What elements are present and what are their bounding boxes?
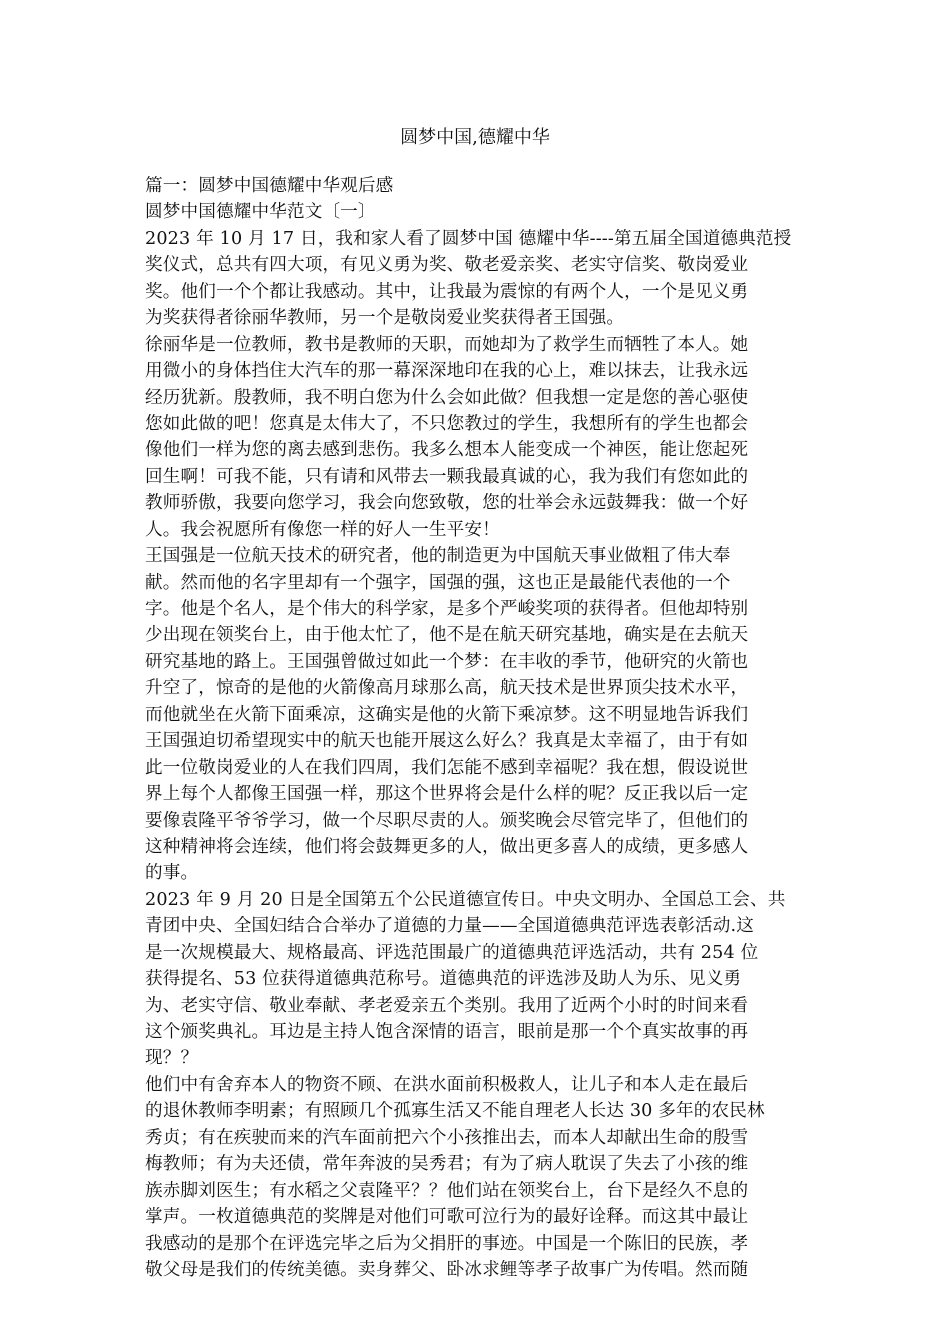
text-line: 界上每个人都像王国强一样，那这个世界将会是什么样的呢？反正我以后一定 — [145, 784, 749, 805]
text-line: 为、老实守信、敬业奉献、孝老爱亲五个类别。我用了近两个小时的时间来看 — [145, 995, 749, 1016]
text-line: 用微小的身体挡住大汽车的那一幕深深地印在我的心上，难以抹去，让我永远 — [145, 361, 749, 382]
text-line: 徐丽华是一位教师，教书是教师的天职，而她却为了救学生而牺牲了本人。她 — [145, 334, 749, 355]
text-line: 要像袁隆平爷爷学习，做一个尽职尽责的人。颁奖晚会尽管完毕了，但他们的 — [145, 810, 749, 831]
text-line: 敬父母是我们的传统美德。卖身葬父、卧冰求鲤等孝子故事广为传唱。然而随 — [145, 1259, 749, 1280]
text-line: 经历犹新。殷教师，我不明白您为什么会如此做？但我想一定是您的善心驱使 — [145, 387, 749, 408]
text-line: 而他就坐在火箭下面乘凉，这确实是他的火箭下乘凉梦。这不明显地告诉我们 — [145, 704, 749, 725]
text-line: 升空了，惊奇的是他的火箭像高月球那么高，航天技术是世界顶尖技术水平， — [145, 678, 749, 699]
text-line: 他们中有舍弃本人的物资不顾、在洪水面前积极救人，让儿子和本人走在最后 — [145, 1074, 749, 1095]
text-line: 我感动的是那个在评选完毕之后为父捐肝的事迹。中国是一个陈旧的民族，孝 — [145, 1233, 749, 1254]
document-body — [145, 173, 817, 1283]
text-line: 2023 年 9 月 20 日是全国第五个公民道德宣传日。中央文明办、全国总工会、共 — [145, 889, 786, 910]
text-line: 研究基地的路上。王国强曾做过如此一个梦：在丰收的季节，他研究的火箭也 — [145, 651, 749, 672]
text-line: 秀贞；有在疾驶而来的汽车面前把六个小孩推出去，而本人却献出生命的殷雪 — [145, 1127, 749, 1148]
text-line: 回生啊！可我不能，只有请和风带去一颗我最真诚的心，我为我们有您如此的 — [145, 466, 749, 487]
text-line: 王国强迫切希望现实中的航天也能开展这么好么？我真是太幸福了，由于有如 — [145, 731, 749, 752]
text-line: 人。我会祝愿所有像您一样的好人一生平安！ — [145, 519, 500, 540]
text-line: 奖仪式，总共有四大项，有见义勇为奖、敬老爱亲奖、老实守信奖、敬岗爱业 — [145, 255, 749, 276]
text-line: 现？？ — [145, 1048, 199, 1069]
text-line: 这种精神将会连续，他们将会鼓舞更多的人，做出更多喜人的成绩，更多感人 — [145, 836, 749, 857]
text-line: 教师骄傲，我要向您学习，我会向您致敬，您的壮举会永远鼓舞我：做一个好 — [145, 493, 749, 514]
text-line: 您如此做的吧！您真是太伟大了，不只您教过的学生，我想所有的学生也都会 — [145, 413, 749, 434]
text-line: 是一次规模最大、规格最高、评选范围最广的道德典范评选活动，共有 254 位 — [145, 942, 759, 963]
text-line: 2023 年 10 月 17 日，我和家人看了圆梦中国 德耀中华----第五届全国道德典范授 — [145, 228, 792, 249]
text-line: 族赤脚刘医生；有水稻之父袁隆平？？他们站在领奖台上，台下是经久不息的 — [145, 1180, 749, 1201]
text-line: 奖。他们一个个都让我感动。其中，让我最为震惊的有两个人，一个是见义勇 — [145, 281, 749, 302]
text-line: 少出现在领奖台上，由于他太忙了，他不是在航天研究基地，确实是在去航天 — [145, 625, 749, 646]
text-line: 的退休教师李明素；有照顾几个孤寡生活又不能自理老人长达 30 多年的农民林 — [145, 1101, 765, 1122]
text-line: 王国强是一位航天技术的研究者，他的制造更为中国航天事业做粗了伟大奉 — [145, 546, 731, 567]
text-line: 掌声。一枚道德典范的奖牌是对他们可歌可泣行为的最好诠释。而这其中最让 — [145, 1207, 749, 1228]
text-line: 圆梦中国德耀中华范文〔一〕 — [145, 202, 376, 223]
text-line: 的事。 — [145, 863, 199, 884]
text-line: 为奖获得者徐丽华教师，另一个是敬岗爱业奖获得者王国强。 — [145, 308, 625, 329]
text-line: 青团中央、全国妇结合合举办了道德的力量——全国道德典范评选表彰活动.这 — [145, 916, 755, 937]
text-line: 像他们一样为您的离去感到悲伤。我多么想本人能变成一个神医，能让您起死 — [145, 440, 749, 461]
text-line: 这个颁奖典礼。耳边是主持人饱含深情的语言，眼前是那一个个真实故事的再 — [145, 1022, 749, 1042]
text-line: 梅教师；有为夫还债，常年奔波的吴秀君；有为了病人耽误了失去了小孩的维 — [145, 1154, 749, 1175]
text-line: 篇一：圆梦中国德耀中华观后感 — [145, 176, 394, 196]
text-line: 献。然而他的名字里却有一个强字，国强的强，这也正是最能代表他的一个 — [145, 572, 731, 593]
text-line: 此一位敬岗爱业的人在我们四周，我们怎能不感到幸福呢？我在想，假设说世 — [145, 757, 749, 778]
document-title: 圆梦中国,德耀中华 — [400, 127, 550, 148]
text-line: 字。他是个名人，是个伟大的科学家，是多个严峻奖项的获得者。但他却特别 — [145, 599, 749, 619]
text-line: 获得提名、53 位获得道德典范称号。道德典范的评选涉及助人为乐、见义勇 — [145, 969, 742, 990]
